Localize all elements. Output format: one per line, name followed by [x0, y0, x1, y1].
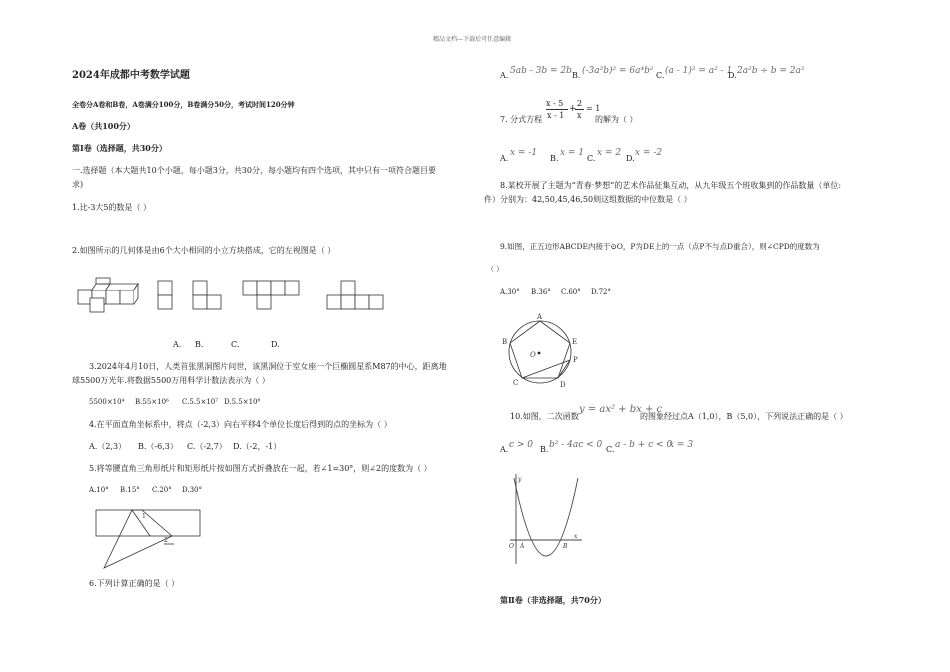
q3-option-c: C.5.5×10⁷: [182, 398, 219, 406]
q5-angle-2-label: 2: [164, 537, 168, 544]
q9-label-d: D: [560, 381, 566, 389]
q4-option-d: D.（-2，-1）: [233, 442, 282, 451]
q9-option-d: D.72°: [591, 288, 611, 296]
part2-heading: 第Ⅱ卷（非选择题，共70分）: [500, 595, 606, 605]
q6-option-b-label: B.: [572, 71, 581, 80]
q9-label-c: C: [513, 379, 519, 387]
question-3-cont: 球5500万光年.将数据5500万用科学计数法表示为（ ）: [72, 376, 270, 385]
question-10-prefix: 10.如图，二次函数: [510, 412, 579, 421]
q7-option-d: x = -2: [635, 148, 663, 158]
q10-option-d: x = 3: [669, 440, 694, 450]
q7-frac1-numerator: x - 5: [546, 99, 564, 108]
q3-option-d: D.5.5×10⁸: [224, 398, 261, 406]
q2-option-d-view: [326, 280, 388, 310]
q9-option-b: B.36°: [531, 288, 551, 296]
q5-option-a: A.10°: [89, 486, 109, 494]
question-5: 5.将等腰直角三角形纸片和矩形纸片按如图方式折叠放在一起，若∠1=30°，则∠2的度数为（ ）: [89, 464, 432, 473]
q9-label-e: E: [572, 338, 578, 346]
q10-point-b-label: B: [563, 543, 568, 550]
q9-option-a: A.30°: [500, 288, 520, 296]
q6-option-a-label: A.: [500, 71, 509, 80]
q7-option-a: x = -1: [510, 148, 538, 158]
question-1: 1.比-3大5的数是（ ）: [72, 203, 152, 212]
q3-option-a: 5500×10⁴: [89, 398, 125, 406]
q6-option-a: 5ab - 3b = 2b: [510, 66, 572, 76]
q10-axis-x-label: x: [574, 533, 578, 540]
q7-option-b: x = 1: [560, 148, 585, 158]
q2-option-b-view: [192, 280, 224, 310]
section-a-heading: A卷（共100分）: [72, 121, 135, 131]
q10-option-b: b² - 4ac < 0: [549, 440, 603, 450]
q3-option-b: B.55×10⁶: [135, 398, 169, 406]
question-10-suffix: 的图象经过点A（1,0），B（5,0），下列说法正确的是（ ）: [640, 412, 848, 421]
question-8: 8.某校开展了主题为“青春·梦想”的艺术作品征集互动，从九年级五个班收集到的作品数量（单位:: [500, 181, 842, 190]
part1-heading: 第Ⅰ卷（选择题，共30分）: [72, 143, 167, 153]
question-7-suffix: 的解为（ ）: [595, 115, 638, 124]
q2-solid-figure: [76, 278, 146, 313]
instructions: 一.选择题（本大题共10个小题，每小题3分，共30分，每小题均有四个选项，其中只有一项符合题目要: [72, 166, 436, 175]
q7-option-b-label: B.: [550, 154, 559, 163]
q9-label-o: O: [530, 351, 536, 359]
q9-label-a: A: [537, 313, 543, 321]
q2-option-d: D.: [271, 340, 280, 349]
q7-frac2-numerator: 2: [577, 99, 583, 108]
q4-option-b: B.（-6,3）: [138, 442, 178, 451]
q4-option-c: C.（-2,7）: [187, 442, 227, 451]
q7-plus: +: [569, 104, 577, 114]
q5-angle-1-label: 1: [142, 513, 146, 520]
question-3: 3.2024年4月10日，人类首张黑洞图片问世，该黑洞位于室女座一个巨椭圆星系M87的中心，距离地: [89, 362, 447, 371]
q2-option-c-view: [242, 280, 304, 310]
q7-equals: = 1: [586, 104, 601, 113]
q7-option-a-label: A.: [500, 154, 509, 163]
page-header: 精品文档---下载后可任意编辑: [433, 36, 512, 43]
q7-frac1-denominator: x - 1: [547, 111, 565, 120]
q5-fold-figure: [94, 508, 204, 570]
q10-option-c-label: C.: [606, 445, 615, 454]
q5-option-d: D.30°: [182, 486, 202, 494]
q2-option-a-view: [157, 280, 173, 310]
q10-option-c: a - b + c < 0: [615, 440, 673, 450]
q7-frac2-denominator: x: [577, 111, 582, 120]
q4-option-a: A.（2,3）: [89, 442, 127, 451]
q10-parabola-figure: [506, 474, 586, 570]
q10-option-b-label: B.: [540, 445, 549, 454]
q10-formula: y = ax² + bx + c: [579, 404, 663, 415]
question-4: 4.在平面直角坐标系中，将点（-2,3）向右平移4个单位长度后得到的点的坐标为（ ）: [89, 420, 392, 429]
q7-option-c-label: C.: [587, 154, 596, 163]
question-2: 2.如图所示的几何体是由6个大小相同的小立方块搭成，它的左视图是（ ）: [72, 246, 336, 255]
q9-label-b: B: [502, 338, 508, 346]
q6-option-b: (-3a²b)² = 6a⁴b²: [582, 66, 654, 76]
q6-option-c: (a - 1)² = a² - 1: [665, 66, 733, 76]
q6-option-d: 2a²b ÷ b = 2a²: [737, 66, 805, 76]
question-6: 6.下列计算正确的是（ ）: [89, 579, 180, 588]
exam-subtitle: 全卷分A卷和B卷，A卷满分100分，B卷满分50分，考试时间120分钟: [72, 100, 295, 109]
q7-option-d-label: D.: [626, 154, 635, 163]
q2-option-c: C.: [231, 340, 240, 349]
q10-origin-label: O: [509, 543, 514, 550]
q5-option-c: C.20°: [152, 486, 172, 494]
q6-option-d-label: D.: [728, 71, 737, 80]
q10-axis-y-label: y: [518, 476, 522, 483]
question-9: 9.如图，正五边形ABCDE内接于⊙O，P为DE上的一点（点P不与点D重合），则∠CPD的度数为: [500, 242, 820, 251]
q10-option-a: c > 0: [509, 440, 534, 450]
question-8-cont: 件）分别为：42,50,45,46,50则这组数据的中位数是（ ）: [484, 195, 692, 204]
q2-option-a: A.: [173, 340, 182, 349]
q9-option-c: C.60°: [561, 288, 581, 296]
instructions-cont: 求): [72, 180, 84, 189]
q2-option-b: B.: [195, 340, 204, 349]
q9-pentagon-figure: [500, 310, 590, 390]
question-7-prefix: 7. 分式方程: [500, 115, 543, 124]
q5-option-b: B.15°: [120, 486, 140, 494]
q7-option-c: x = 2: [597, 148, 622, 158]
q10-option-a-label: A.: [500, 445, 509, 454]
q6-option-c-label: C.: [656, 71, 665, 80]
q10-point-a-label: A: [520, 543, 525, 550]
exam-title: 2024年成都中考数学试题: [72, 70, 190, 81]
question-9-cont: （ ）: [487, 265, 504, 273]
q9-label-p: P: [573, 356, 578, 364]
